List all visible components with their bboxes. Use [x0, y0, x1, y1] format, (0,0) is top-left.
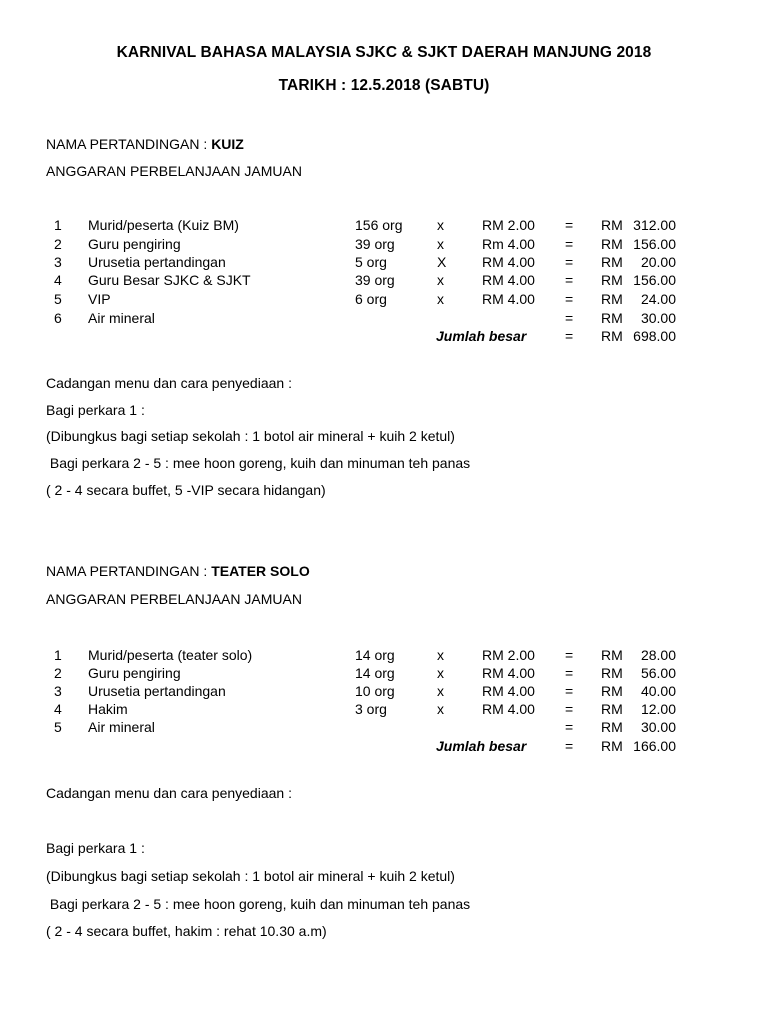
row-number: 6 — [54, 310, 62, 326]
row-equals: = — [565, 683, 574, 699]
row-equals: = — [565, 272, 574, 288]
row-equals: = — [565, 665, 574, 681]
total-row — [0, 738, 768, 756]
row-amount: 30.00 — [640, 310, 676, 326]
row-multiply: x — [437, 291, 444, 307]
row-quantity: 14 org — [355, 647, 395, 663]
budget-subtitle: ANGGARAN PERBELANJAAN JAMUAN — [46, 163, 302, 179]
row-currency: RM — [601, 719, 623, 735]
row-multiply: x — [437, 236, 444, 252]
row-number: 5 — [54, 291, 62, 307]
competition-name-kuiz — [46, 136, 244, 152]
row-amount: 12.00 — [640, 701, 676, 717]
row-equals: = — [565, 236, 574, 252]
row-rate: RM 2.00 — [482, 217, 535, 233]
row-item: VIP — [88, 291, 111, 307]
row-amount: 30.00 — [640, 719, 676, 735]
row-currency: RM — [601, 291, 623, 307]
row-number: 3 — [54, 254, 62, 270]
row-currency: RM — [601, 254, 623, 270]
total-label: Jumlah besar — [436, 328, 527, 344]
row-amount: 156.00 — [633, 272, 676, 288]
row-item: Guru Besar SJKC & SJKT — [88, 272, 251, 288]
note-line: Bagi perkara 2 - 5 : mee hoon goreng, kuih dan minuman teh panas — [46, 455, 471, 471]
total-amount: 166.00 — [633, 738, 676, 754]
document-title: KARNIVAL BAHASA MALAYSIA SJKC & SJKT DAERAH MANJUNG 2018 — [116, 44, 652, 61]
row-item: Murid/peserta (Kuiz BM) — [88, 217, 239, 233]
note-line: Bagi perkara 2 - 5 : mee hoon goreng, kuih dan minuman teh panas — [46, 896, 471, 912]
row-equals: = — [565, 217, 574, 233]
row-equals: = — [565, 701, 574, 717]
row-number: 3 — [54, 683, 62, 699]
total-amount: 698.00 — [633, 328, 676, 344]
note-line: Bagi perkara 1 : — [46, 840, 145, 856]
row-multiply: x — [437, 217, 444, 233]
row-rate: RM 4.00 — [482, 665, 535, 681]
row-equals: = — [565, 291, 574, 307]
competition-name-value: TEATER SOLO — [211, 563, 310, 579]
row-currency: RM — [601, 310, 623, 326]
row-item: Air mineral — [88, 719, 155, 735]
budget-subtitle: ANGGARAN PERBELANJAAN JAMUAN — [46, 591, 302, 607]
competition-name-teater-solo — [46, 563, 310, 579]
row-currency: RM — [601, 236, 623, 252]
row-item: Urusetia pertandingan — [88, 683, 226, 699]
row-number: 5 — [54, 719, 62, 735]
row-currency: RM — [601, 217, 623, 233]
table-row — [0, 236, 768, 254]
row-amount: 28.00 — [640, 647, 676, 663]
row-currency: RM — [601, 701, 623, 717]
row-currency: RM — [601, 683, 623, 699]
row-multiply: x — [437, 665, 444, 681]
row-equals: = — [565, 310, 574, 326]
row-quantity: 39 org — [355, 272, 395, 288]
table-row — [0, 254, 768, 272]
competition-name-label: NAMA PERTANDINGAN : — [46, 136, 212, 152]
table-row — [0, 217, 768, 235]
row-quantity: 5 org — [355, 254, 387, 270]
row-multiply: X — [437, 254, 447, 270]
total-equals: = — [565, 738, 574, 754]
row-item: Guru pengiring — [88, 665, 181, 681]
table-row — [0, 291, 768, 309]
row-equals: = — [565, 719, 574, 735]
row-quantity: 6 org — [355, 291, 387, 307]
row-multiply: x — [437, 701, 444, 717]
total-equals: = — [565, 328, 574, 344]
row-amount: 156.00 — [633, 236, 676, 252]
note-line: Cadangan menu dan cara penyediaan : — [46, 375, 292, 391]
row-quantity: 39 org — [355, 236, 395, 252]
row-multiply: x — [437, 647, 444, 663]
row-rate: RM 4.00 — [482, 272, 535, 288]
row-multiply: x — [437, 683, 444, 699]
row-item: Murid/peserta (teater solo) — [88, 647, 253, 663]
row-amount: 312.00 — [633, 217, 676, 233]
total-currency: RM — [601, 328, 623, 344]
total-label: Jumlah besar — [436, 738, 527, 754]
table-row — [0, 719, 768, 737]
note-line: ( 2 - 4 secara buffet, 5 -VIP secara hidangan) — [46, 482, 326, 498]
row-rate: RM 4.00 — [482, 254, 535, 270]
row-number: 2 — [54, 236, 62, 252]
competition-name-value: KUIZ — [211, 136, 244, 152]
row-item: Hakim — [88, 701, 128, 717]
row-number: 4 — [54, 272, 62, 288]
table-row — [0, 665, 768, 683]
row-amount: 20.00 — [640, 254, 676, 270]
row-amount: 56.00 — [640, 665, 676, 681]
row-multiply: x — [437, 272, 444, 288]
table-row — [0, 701, 768, 719]
row-rate: RM 4.00 — [482, 683, 535, 699]
row-currency: RM — [601, 647, 623, 663]
row-equals: = — [565, 647, 574, 663]
row-quantity: 3 org — [355, 701, 387, 717]
row-rate: RM 2.00 — [482, 647, 535, 663]
row-currency: RM — [601, 665, 623, 681]
row-quantity: 156 org — [355, 217, 403, 233]
note-line: ( 2 - 4 secara buffet, hakim : rehat 10.30 a.m) — [46, 923, 327, 939]
row-number: 1 — [54, 647, 62, 663]
table-row — [0, 683, 768, 701]
competition-name-label: NAMA PERTANDINGAN : — [46, 563, 212, 579]
row-amount: 24.00 — [640, 291, 676, 307]
row-item: Air mineral — [88, 310, 155, 326]
note-line: Cadangan menu dan cara penyediaan : — [46, 785, 292, 801]
row-number: 1 — [54, 217, 62, 233]
row-number: 4 — [54, 701, 62, 717]
row-currency: RM — [601, 272, 623, 288]
row-number: 2 — [54, 665, 62, 681]
table-row — [0, 310, 768, 328]
row-amount: 40.00 — [640, 683, 676, 699]
note-line: (Dibungkus bagi setiap sekolah : 1 botol air mineral + kuih 2 ketul) — [46, 868, 455, 884]
total-currency: RM — [601, 738, 623, 754]
row-rate: Rm 4.00 — [482, 236, 535, 252]
table-row — [0, 647, 768, 665]
row-quantity: 14 org — [355, 665, 395, 681]
note-line: Bagi perkara 1 : — [46, 402, 145, 418]
row-item: Urusetia pertandingan — [88, 254, 226, 270]
row-quantity: 10 org — [355, 683, 395, 699]
row-equals: = — [565, 254, 574, 270]
row-rate: RM 4.00 — [482, 701, 535, 717]
table-row — [0, 272, 768, 290]
row-rate: RM 4.00 — [482, 291, 535, 307]
document-date: TARIKH : 12.5.2018 (SABTU) — [278, 77, 490, 94]
total-row — [0, 328, 768, 346]
row-item: Guru pengiring — [88, 236, 181, 252]
note-line: (Dibungkus bagi setiap sekolah : 1 botol air mineral + kuih 2 ketul) — [46, 428, 455, 444]
